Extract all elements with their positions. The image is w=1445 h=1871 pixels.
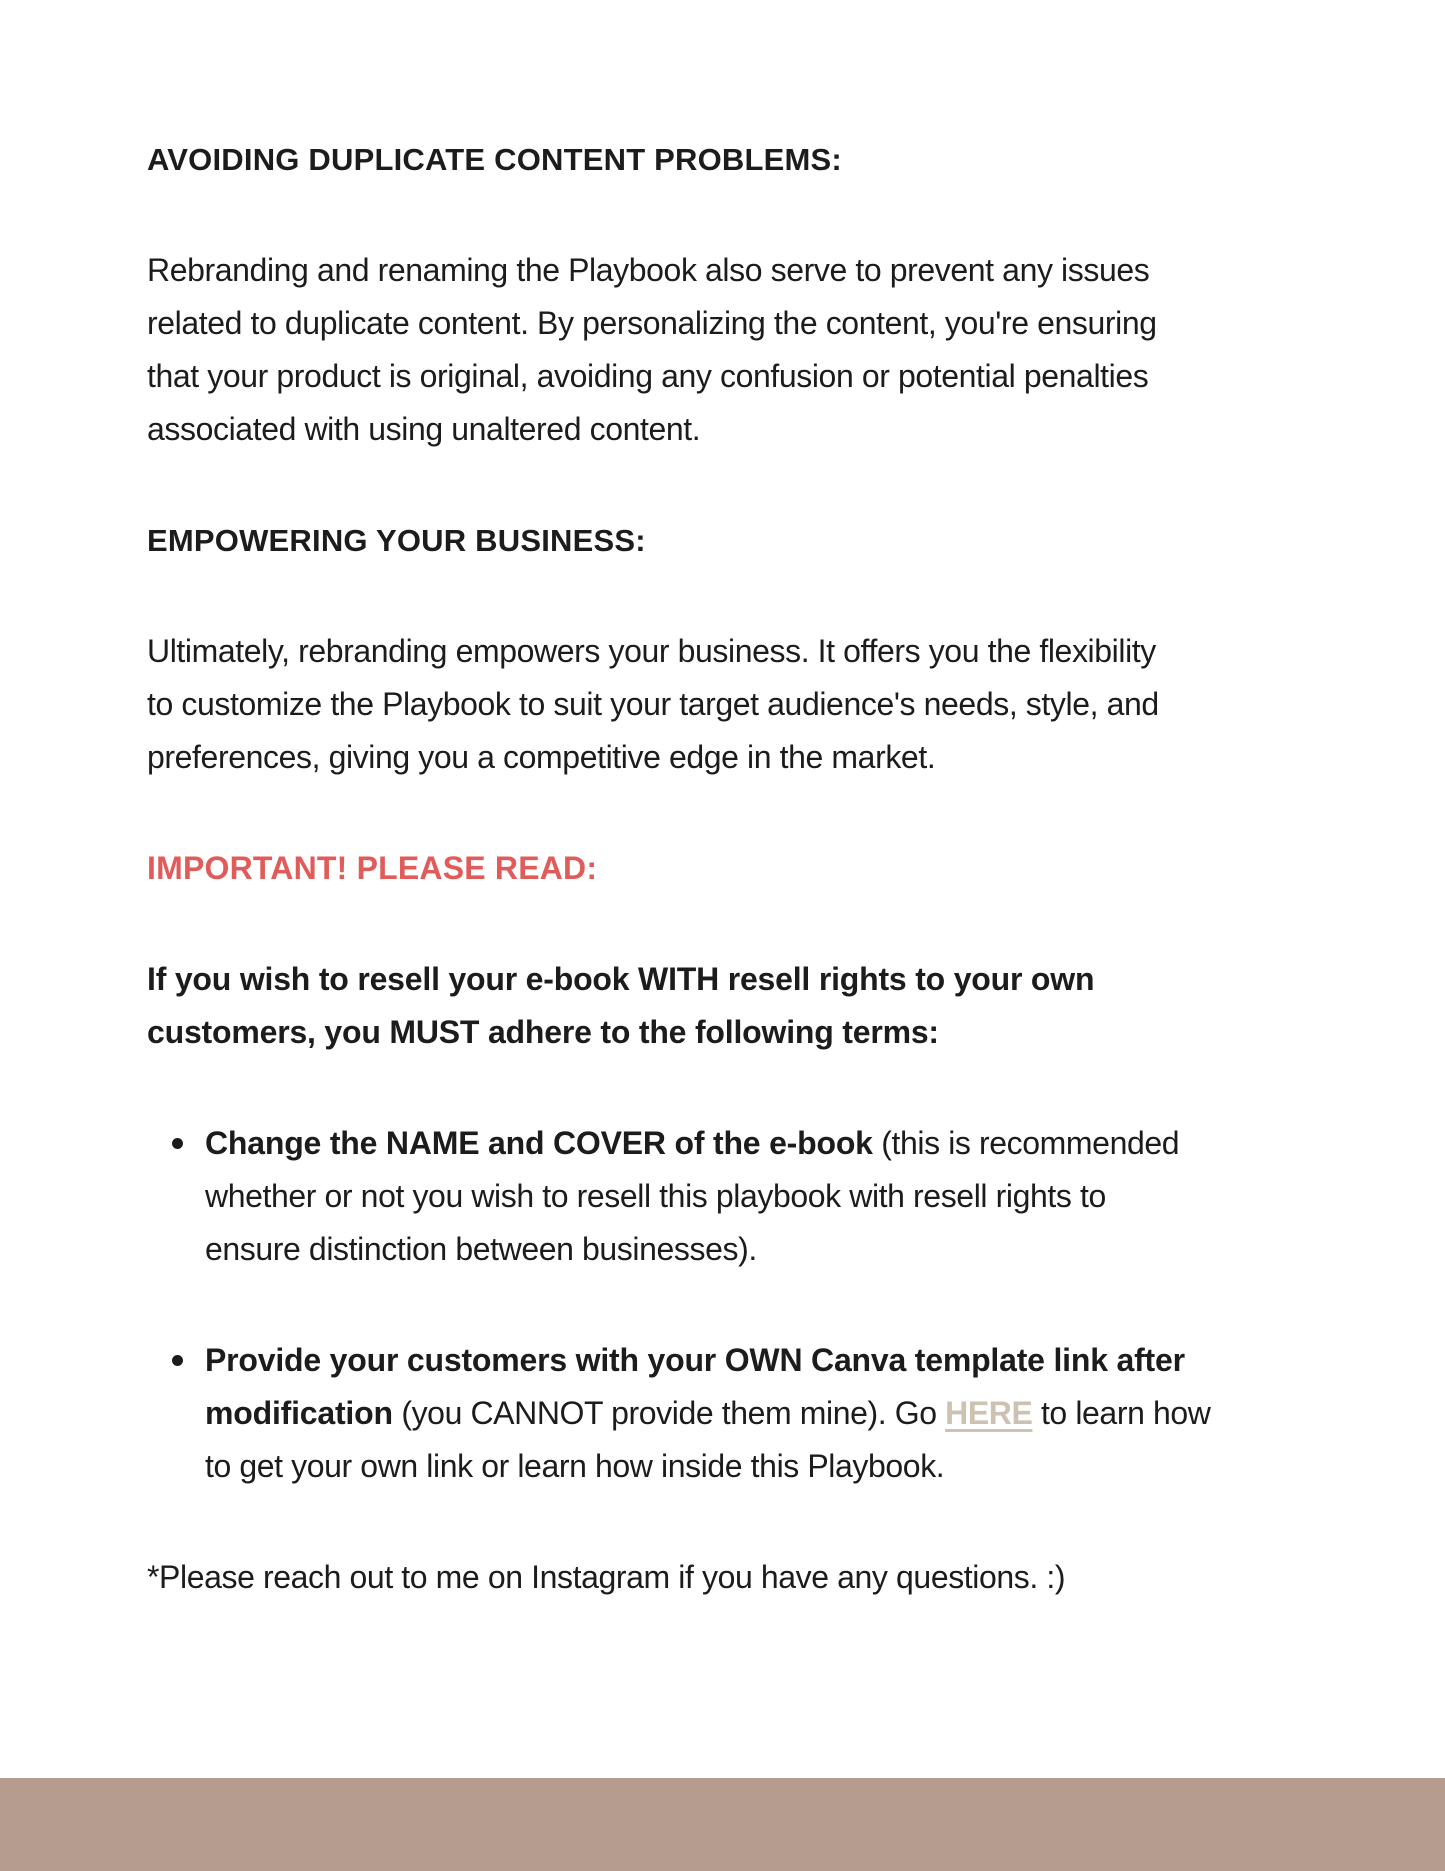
regular-text: to learn how: [1032, 1395, 1211, 1431]
text-line: [205, 1387, 1325, 1440]
terms-list: [147, 1117, 1325, 1493]
regular-text: (this is recommended: [872, 1125, 1180, 1161]
regular-text: (you CANNOT provide them mine). Go: [392, 1395, 946, 1431]
text-line: that your product is original, avoiding any confusion or potential penalties: [147, 358, 1149, 394]
page-content: [147, 133, 1325, 1604]
text-line: [205, 1117, 1325, 1170]
text-line: Ultimately, rebranding empowers your business. It offers you the flexibility: [147, 633, 1156, 669]
text-line: [205, 1334, 1325, 1387]
section-heading-empowering-business: EMPOWERING YOUR BUSINESS:: [147, 523, 646, 558]
text-line: preferences, giving you a competitive edge in the market.: [147, 739, 936, 775]
section-heading-important-please-read: IMPORTANT! PLEASE READ:: [147, 850, 598, 886]
footnote-instagram: *Please reach out to me on Instagram if you have any questions. :): [147, 1559, 1066, 1595]
text-line: Rebranding and renaming the Playbook also serve to prevent any issues: [147, 252, 1150, 288]
bullet-marker: [172, 1355, 183, 1366]
list-item-change-name-cover: [147, 1117, 1325, 1276]
text-line: whether or not you wish to resell this playbook with resell rights to: [205, 1178, 1106, 1214]
list-item-provide-own-link: [147, 1334, 1325, 1493]
bold-text: Change the NAME and COVER of the e-book: [205, 1125, 873, 1161]
text-line: ensure distinction between businesses).: [205, 1231, 757, 1267]
paragraph-resell-terms-intro: [147, 953, 1325, 1059]
here-link[interactable]: HERE: [945, 1395, 1033, 1431]
paragraph-empowering-business: [147, 625, 1325, 784]
bold-text: modification: [205, 1395, 393, 1431]
footer-bar: [0, 1778, 1445, 1871]
paragraph-duplicate-content: [147, 244, 1325, 456]
text-line: to customize the Playbook to suit your target audience's needs, style, and: [147, 686, 1159, 722]
text-line: to get your own link or learn how inside this Playbook.: [205, 1448, 945, 1484]
bullet-marker: [172, 1138, 183, 1149]
text-line: customers, you MUST adhere to the following terms:: [147, 1014, 939, 1050]
section-heading-duplicate-content: AVOIDING DUPLICATE CONTENT PROBLEMS:: [147, 142, 842, 177]
bold-text: Provide your customers with your OWN Canva template link after: [205, 1342, 1185, 1378]
text-line: associated with using unaltered content.: [147, 411, 701, 447]
text-line: related to duplicate content. By personalizing the content, you're ensuring: [147, 305, 1157, 341]
text-line: If you wish to resell your e-book WITH resell rights to your own: [147, 961, 1095, 997]
